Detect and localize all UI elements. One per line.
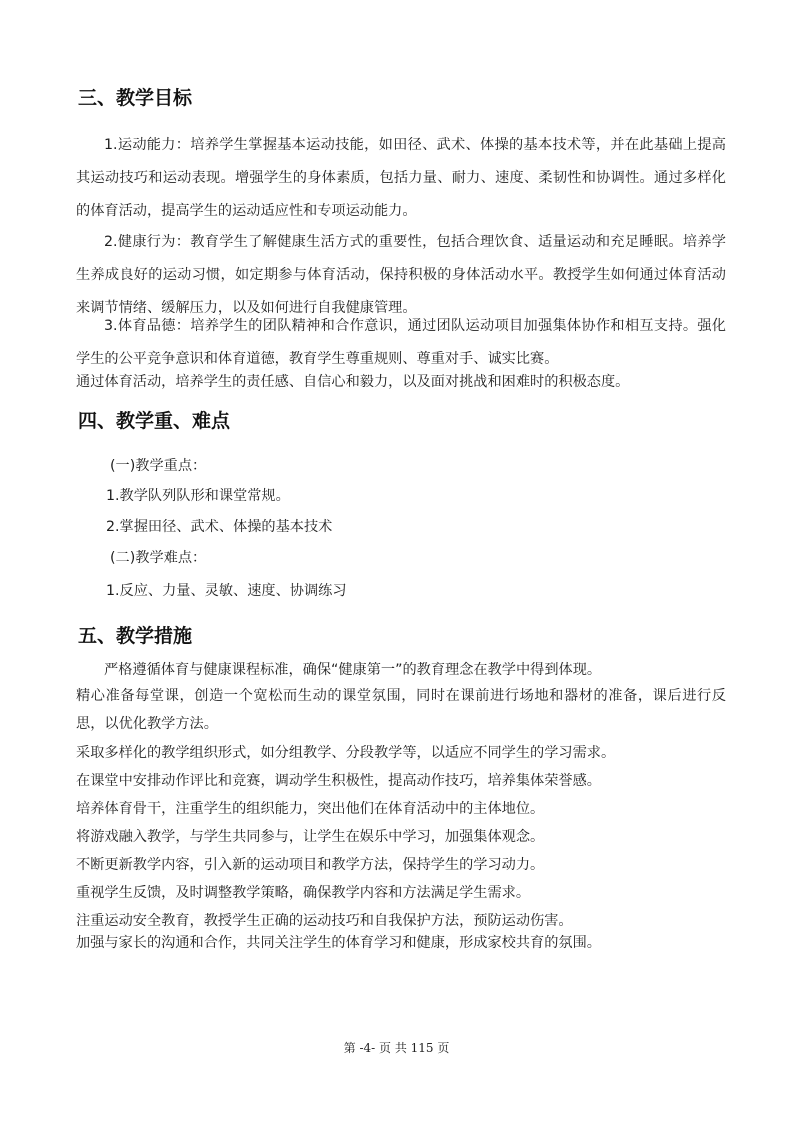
objective-extra-line: 通过体育活动，培养学生的责任感、自信心和毅力，以及面对挑战和困难时的积极态度。 [76,374,630,390]
section-5-heading: 五、教学措施 [78,625,193,647]
difficult-points-label: (二)教学难点： [110,550,207,566]
measure-item: 重视学生反馈，及时调整教学策略，确保教学内容和方法满足学生需求。 [76,885,531,901]
objective-sports-ethics: 3.体育品德：培养学生的团队精神和合作意识，通过团队运动项目加强集体协作和相互支持。强化学生的公平竞争意识和体育道德，教育学生尊重规则、尊重对手、诚实比赛。 [76,318,726,367]
difficult-point-item: 1.反应、力量、灵敏、速度、协调练习 [106,583,347,599]
measure-item: 在课堂中安排动作评比和竞赛，调动学生积极性，提高动作技巧，培养集体荣誉感。 [76,773,601,789]
measure-item: 采取多样化的教学组织形式，如分组教学、分段教学等，以适应不同学生的学习需求。 [76,745,616,761]
measure-item: 将游戏融入教学，与学生共同参与，让学生在娱乐中学习，加强集体观念。 [76,829,545,845]
section-3-heading: 三、教学目标 [78,87,193,109]
section-4-heading: 四、教学重、难点 [78,410,231,432]
page-number: 第 -4- 页 共 115 页 [343,1041,450,1055]
key-point-item: 1.教学队列队形和课堂常规。 [106,488,290,504]
measure-item: 不断更新教学内容，引入新的运动项目和教学方法，保持学生的学习动力。 [76,857,545,873]
measure-first-line: 严格遵循体育与健康课程标准，确保“健康第一”的教育理念在教学中得到体现。 [104,662,602,678]
objective-health-behavior: 2.健康行为：教育学生了解健康生活方式的重要性，包括合理饮食、适量运动和充足睡眠。培养学生养成良好的运动习惯，如定期参与体育活动，保持积极的身体活动水平。教授学生如何通过体育活动来调节情绪、缓解压力，以及如何进行自我健康管理。 [76,234,726,316]
measure-preparation: 精心准备每堂课，创造一个宽松而生动的课堂氛围，同时在课前进行场地和器材的准备，课后进行反思，以优化教学方法。 [76,688,726,732]
objective-motor-ability: 1.运动能力：培养学生掌握基本运动技能，如田径、武术、体操的基本技术等，并在此基础上提高其运动技巧和运动表现。增强学生的身体素质，包括力量、耐力、速度、柔韧性和协调性。通过多样化的体育活动，提高学生的运动适应性和专项运动能力。 [76,137,726,219]
key-points-label: (一)教学重点： [110,458,207,474]
measure-item: 培养体育骨干，注重学生的组织能力，突出他们在体育活动中的主体地位。 [76,801,545,817]
measure-item: 加强与家长的沟通和合作，共同关注学生的体育学习和健康，形成家校共育的氛围。 [76,935,601,951]
key-point-item: 2.掌握田径、武术、体操的基本技术 [106,519,333,535]
measure-item: 注重运动安全教育，教授学生正确的运动技巧和自我保护方法，预防运动伤害。 [76,913,573,929]
